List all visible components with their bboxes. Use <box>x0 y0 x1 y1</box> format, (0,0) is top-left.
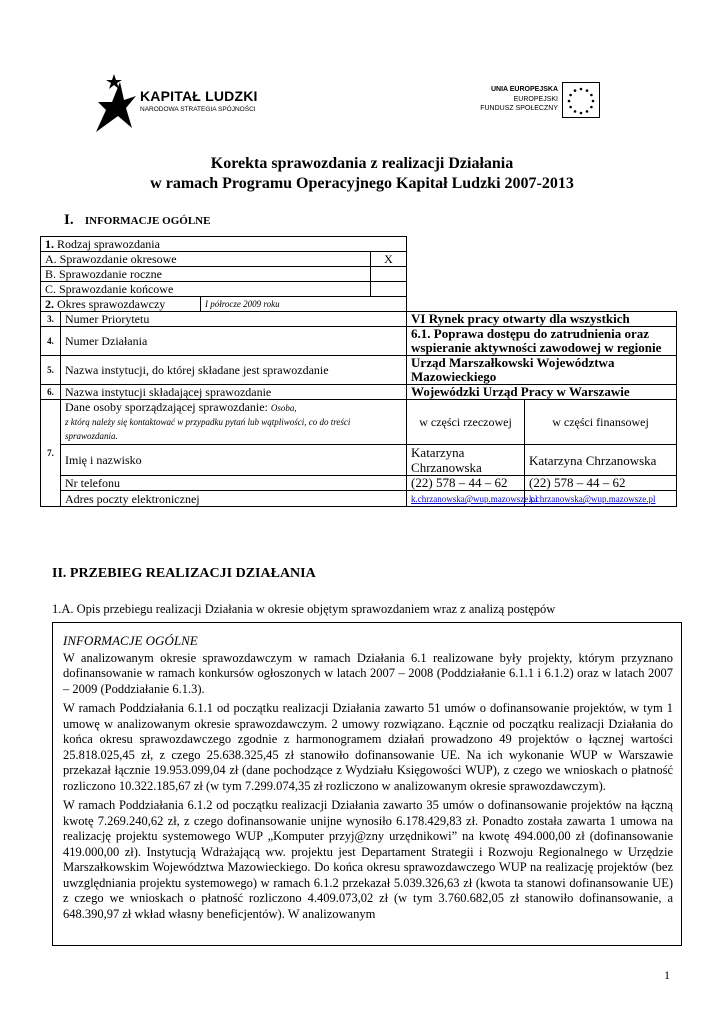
section-1-label: INFORMACJE OGÓLNE <box>84 215 211 227</box>
priority-number-value: VI Rynek pracy otwarty dla wszystkich <box>407 312 677 327</box>
eu-label-1: UNIA EUROPEJSKA <box>490 86 558 93</box>
report-type-header: 1. Rodzaj sprawozdania <box>41 237 407 252</box>
table-row <box>41 445 677 476</box>
document-title-line-1: Korekta sprawozdania z realizacji Działania <box>210 155 514 172</box>
contact-name-material: Katarzyna Chrzanowska <box>407 445 525 476</box>
submitting-institution-value: Wojewódzki Urząd Pracy w Warszawie <box>407 385 677 400</box>
section-1-number: I. <box>64 212 74 228</box>
eu-flag-icon <box>562 82 600 118</box>
table-row <box>41 476 677 491</box>
paragraph-1: W analizowanym okresie sprawozdawczym w ramach Działania 6.1 realizowane były projekty, którym przyznano dofinansowanie w ramach konkursów ogłoszonych w latach 2007 – 2008 (Poddziałanie 6.1.1 i 6.1.2) oraz w latach 2007 – 2009 (Poddziałanie 6.1.3). <box>63 650 673 696</box>
recipient-institution-label: Nazwa instytucji, do której składane jest sprawozdanie <box>61 356 407 385</box>
contact-phone-material: (22) 578 – 44 – 62 <box>407 476 525 491</box>
reporting-period-label: 2. Okres sprawozdawczy <box>41 297 201 312</box>
section-1-heading <box>64 212 210 229</box>
table-row: 5. Nazwa instytucji, do której składane jest sprawozdanie Urząd Marszałkowski Województwa Mazowieckiego <box>41 356 677 385</box>
contact-person-header: Dane osoby sporządzającej sprawozdanie: Osoba, z którą należy się kontaktować w przypadku pytań lub wątpliwości, co do treści sprawozdania. <box>61 400 407 445</box>
eu-label-3: FUNDUSZ SPOŁECZNY <box>480 105 558 112</box>
box-heading: INFORMACJE OGÓLNE <box>63 633 198 648</box>
table-row: 7. Dane osoby sporządzającej sprawozdanie: Osoba, z którą należy się kontaktować w przypadku pytań lub wątpliwości, co do treści sprawozdania. w części rzeczowej w części finansowej <box>41 400 677 445</box>
star-figure-icon <box>96 82 136 132</box>
report-type-annual: B. Sprawozdanie roczne <box>41 267 371 282</box>
contact-email-financial-link[interactable]: k.chrzanowska@wup.mazowsze.pl <box>529 494 656 504</box>
eu-label-2: EUROPEJSKI <box>513 96 558 103</box>
paragraph-2: W ramach Poddziałania 6.1.1 od początku realizacji Działania zawarto 51 umów o dofinansowanie projektów, w tym 1 umowę w analizowanym okresie sprawozdawczym. 2 umowy rozwiązano. Łącznie od początku realizacji Działania do końca okresu sprawozdawczego zgodnie z harmonogramem działań prowadzono 49 projektów o łącznej wartości 25.818.025,45 zł, z czego 25.638.325,45 zł stanowiło dofinansowanie UE. Na ich wykonanie WUP w Warszawie przekazał łącznie 19.953.099,04 zł (dane pochodzące z Wydziału Księgowości WUP), z czego we wnioskach o płatność rozliczono 10.322.185,67 zł (w tym 7.299.074,35 zł rozliczono w analizowanym okresie sprawozdawczym). <box>63 701 673 793</box>
table-row: 6. Nazwa instytucji składającej sprawozdanie Wojewódzki Urząd Pracy w Warszawie <box>41 385 677 400</box>
kapital-ludzki-logo <box>92 72 262 138</box>
contact-name-label: Imię i nazwisko <box>61 445 407 476</box>
page-number: 1 <box>664 968 670 982</box>
contact-phone-label: Nr telefonu <box>61 476 407 491</box>
measure-number-value: 6.1. Poprawa dostępu do zatrudnienia oraz wspieranie aktywności zawodowej w regionie <box>407 327 677 356</box>
table-row: 3. Numer Priorytetu VI Rynek pracy otwarty dla wszystkich <box>41 312 677 327</box>
kl-brand-subtitle: NARODOWA STRATEGIA SPÓJNOŚCI <box>140 106 256 113</box>
contact-phone-financial: (22) 578 – 44 – 62 <box>525 476 677 491</box>
measure-number-label: Numer Działania <box>61 327 407 356</box>
table-row <box>41 491 677 507</box>
recipient-institution-value: Urząd Marszałkowski Województwa Mazowieckiego <box>407 356 677 385</box>
contact-col-financial: w części finansowej <box>525 400 677 445</box>
contact-email-material-link[interactable]: k.chrzanowska@wup.mazowsze.pl <box>411 494 538 504</box>
table-row <box>41 237 677 252</box>
section-2-heading: II. PRZEBIEG REALIZACJI DZIAŁANIA <box>52 566 316 581</box>
table-row <box>41 252 677 267</box>
report-type-periodic-mark: X <box>371 252 407 267</box>
table-row <box>41 297 677 312</box>
table-row: 4. Numer Działania 6.1. Poprawa dostępu do zatrudnienia oraz wspieranie aktywności zawodowej w regionie <box>41 327 677 356</box>
submitting-institution-label: Nazwa instytucji składającej sprawozdanie <box>61 385 407 400</box>
table-row <box>41 267 677 282</box>
section-2-subheading: 1.A. Opis przebiegu realizacji Działania w okresie objętym sprawozdaniem wraz z analizą postępów <box>52 602 556 616</box>
contact-name-financial: Katarzyna Chrzanowska <box>525 445 677 476</box>
report-type-final: C. Sprawozdanie końcowe <box>41 282 371 297</box>
contact-email-label: Adres poczty elektronicznej <box>61 491 407 507</box>
contact-col-material: w części rzeczowej <box>407 400 525 445</box>
report-type-periodic: A. Sprawozdanie okresowe <box>41 252 371 267</box>
reporting-period-value: I półrocze 2009 roku <box>201 297 407 312</box>
general-info-table <box>40 236 677 507</box>
table-row <box>41 282 677 297</box>
document-title-line-2: w ramach Programu Operacyjnego Kapitał Ludzki 2007-2013 <box>150 175 574 192</box>
kl-brand-name: KAPITAŁ LUDZKI <box>140 88 258 104</box>
priority-number-label: Numer Priorytetu <box>61 312 407 327</box>
paragraph-3: W ramach Poddziałania 6.1.2 od początku realizacji Działania zawarto 35 umów o dofinansowanie projektów na łączną kwotę 7.269.240,62 zł, z czego dofinansowanie unijne wynosiło 6.178.429,83 zł. Ponadto została zawarta 1 umowa na realizację projektu systemowego WUP „Komputer przyj@zny urzędnikowi” na kwotę 494.000,00 zł (dofinansowanie 419.000,00 zł). Instytucją Wdrażającą ww. projektu jest Departament Strategii i Rozwoju Regionalnego w Urzędzie Marszałkowskim Województwa Mazowieckiego. Do końca okresu sprawozdawczego WUP na realizację projektów (bez uwzględniania projektu systemowego) w ramach 6.1.2 przekazał 5.039.326,63 zł (kwota ta stanowi dofinansowanie UE) z czego we wnioskach o płatność rozliczono 4.409.073,02 zł (w tym 3.760.682,05 zł stanowiło dofinansowanie, a 648.390,97 zł wkład własny beneficjentów). W analizowanym <box>63 798 673 921</box>
description-box <box>52 622 682 946</box>
